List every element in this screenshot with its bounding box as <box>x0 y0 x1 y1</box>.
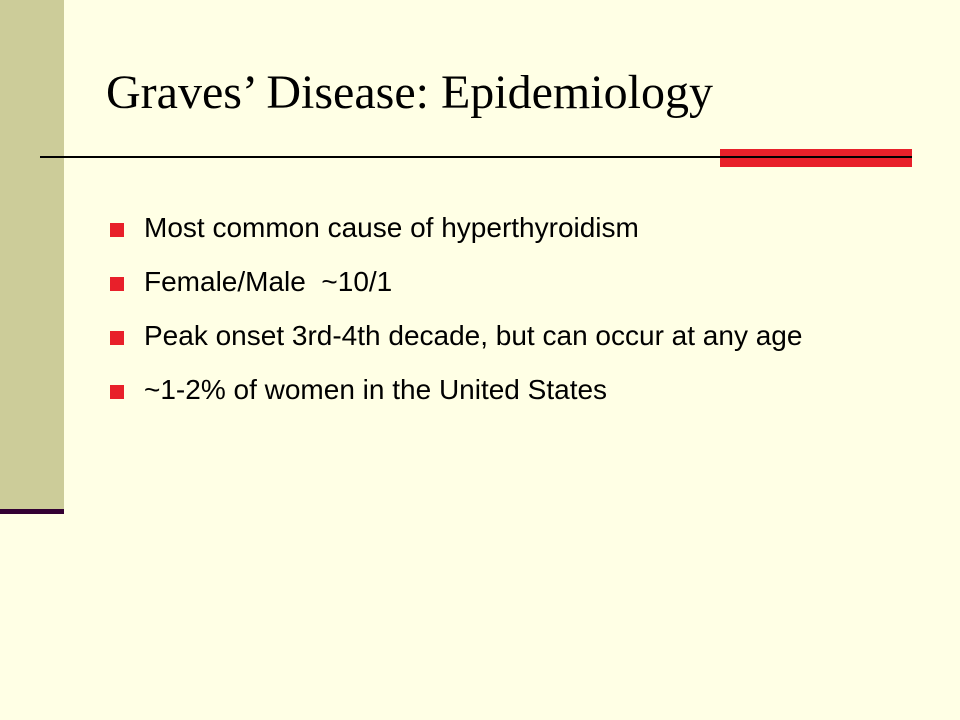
bullet-text: Peak onset 3rd-4th decade, but can occur at any age <box>144 320 803 351</box>
bullet-item <box>108 264 898 299</box>
bullet-text: ~1-2% of women in the United States <box>144 374 608 405</box>
red-accent-bar <box>720 149 912 167</box>
bullet-text: Female/Male ~10/1 <box>144 266 393 297</box>
bullet-item <box>108 372 898 407</box>
slide-title: Graves’ Disease: Epidemiology <box>106 66 713 119</box>
square-bullet-icon <box>110 331 124 345</box>
bullet-text: Most common cause of hyperthyroidism <box>144 212 639 243</box>
square-bullet-icon <box>110 277 124 291</box>
bullet-item <box>108 210 898 245</box>
red-accent-bar-top <box>720 149 912 156</box>
bullet-list <box>108 210 898 426</box>
square-bullet-icon <box>110 223 124 237</box>
red-accent-bar-bottom <box>720 158 912 167</box>
left-bar-underline <box>0 509 64 514</box>
bullet-item <box>108 318 898 353</box>
square-bullet-icon <box>110 385 124 399</box>
left-decorative-bar <box>0 0 64 512</box>
